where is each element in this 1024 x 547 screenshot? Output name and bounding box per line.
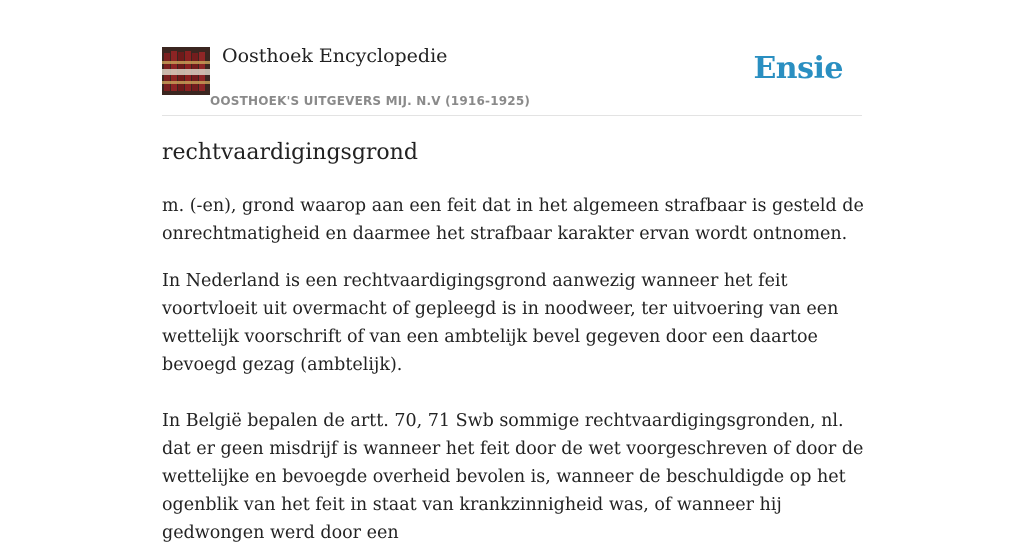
ensie-logo-link[interactable]: Ensie: [753, 51, 843, 86]
article-paragraph: m. (-en), grond waarop aan een feit dat in het algemeen strafbaar is gesteld de onrechtmatigheid en daarmee het strafbaar karakter ervan wordt ontnomen.: [162, 196, 864, 244]
article-title: rechtvaardigingsgrond: [162, 140, 418, 165]
article-paragraph: In Nederland is een rechtvaardigingsgrond aanwezig wanneer het feit voortvloeit uit overmacht of gepleegd is in noodweer, ter uitvoering van een wettelijk voorschrift of van een ambtelijk bevel gegeven door een daartoe bevoegd gezag (ambtelijk).: [162, 271, 839, 375]
source-title[interactable]: Oosthoek Encyclopedie: [222, 45, 448, 67]
source-avatar[interactable]: [162, 47, 210, 95]
encyclopedia-books-icon: [162, 47, 210, 95]
article-paragraph: In België bepalen de artt. 70, 71 Swb sommige rechtvaardigingsgronden, nl. dat er geen misdrijf is wanneer het feit door de wet voorgeschreven of door de wettelijke en bevoegde overheid bevolen is, wanneer de beschuldigde op het ogenblik van het feit in staat van krankzinnigheid was, of wanneer hij gedwongen werd door een: [162, 411, 864, 543]
source-header: [162, 0, 862, 116]
page-container: [162, 0, 864, 543]
source-subtitle: OOSTHOEK'S UITGEVERS MIJ. N.V (1916-1925): [210, 94, 531, 108]
